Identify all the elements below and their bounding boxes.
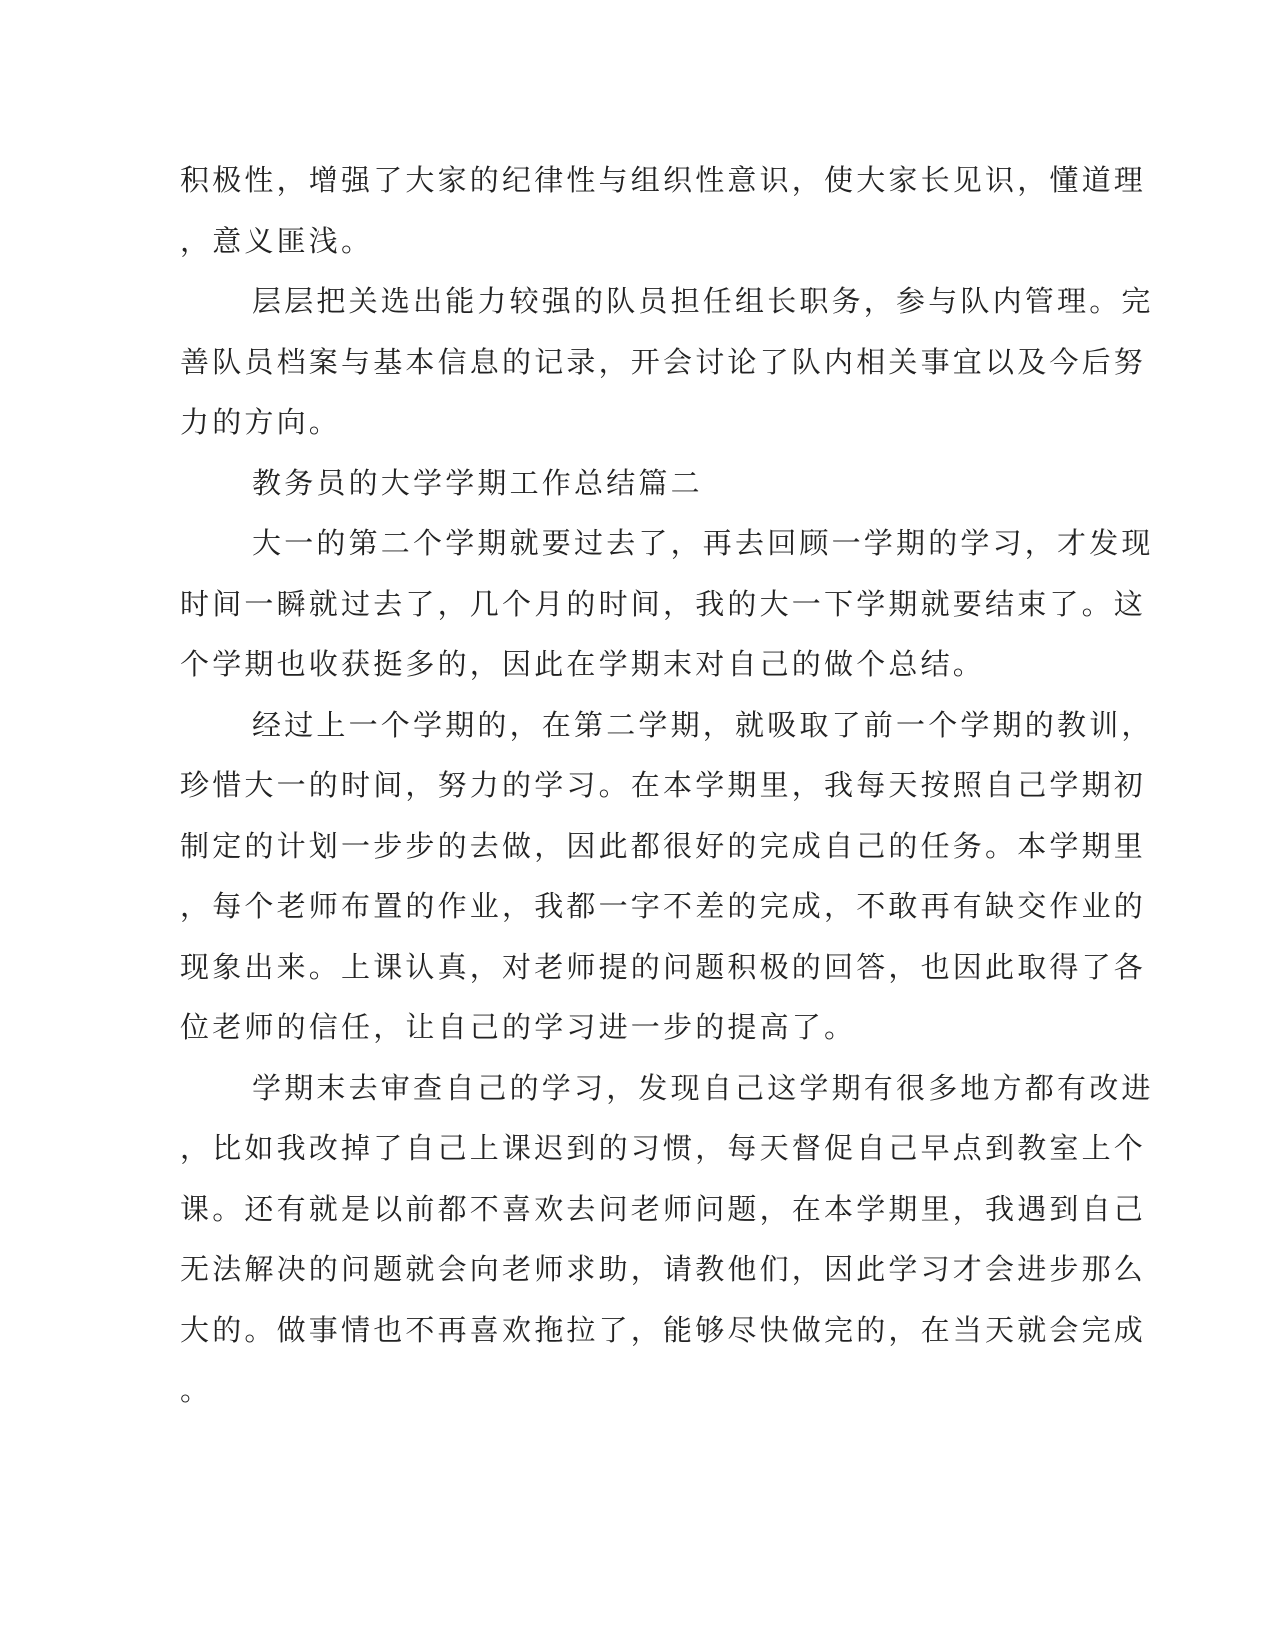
paragraph-start: 大一的第二个学期就要过去了，再去回顾一学期的学习，才发现 [252, 526, 1154, 560]
paragraph-start: 学期末去审查自己的学习，发现自己这学期有很多地方都有改进 [252, 1070, 1154, 1105]
text-line: ，每个老师布置的作业，我都一字不差的完成，不敢再有缺交作业的 [180, 889, 1147, 923]
section-heading: 教务员的大学学期工作总结篇二 [252, 465, 703, 500]
text-line: 现象出来。上课认真，对老师提的问题积极的回答，也因此取得了各 [180, 949, 1147, 984]
text-line: 大的。做事情也不再喜欢拖拉了，能够尽快做完的，在当天就会完成 [180, 1312, 1147, 1347]
text-line: ，意义匪浅。 [180, 223, 374, 258]
text-line: 制定的计划一步步的去做，因此都很好的完成自己的任务。本学期里 [180, 828, 1147, 863]
text-line: 力的方向。 [180, 405, 342, 439]
text-line: 时间一瞬就过去了，几个月的时间，我的大一下学期就要结束了。这 [180, 586, 1147, 621]
paragraph-start: 层层把关选出能力较强的队员担任组长职务，参与队内管理。完 [252, 284, 1154, 318]
text-line: 。 [180, 1373, 213, 1407]
text-line: 无法解决的问题就会向老师求助，请教他们，因此学习才会进步那么 [180, 1252, 1147, 1286]
document-body [180, 150, 1154, 1421]
text-line: 积极性，增强了大家的纪律性与组织性意识，使大家长见识，懂道理 [180, 163, 1147, 197]
text-line: 善队员档案与基本信息的记录，开会讨论了队内相关事宜以及今后努 [180, 344, 1147, 379]
text-line: 课。还有就是以前都不喜欢去问老师问题，在本学期里，我遇到自己 [180, 1191, 1147, 1226]
text-line: ，比如我改掉了自己上课迟到的习惯，每天督促自己早点到教室上个 [180, 1131, 1147, 1165]
text-line: 珍惜大一的时间，努力的学习。在本学期里，我每天按照自己学期初 [180, 768, 1147, 802]
text-line: 个学期也收获挺多的，因此在学期末对自己的做个总结。 [180, 647, 986, 681]
text-line: 位老师的信任，让自己的学习进一步的提高了。 [180, 1010, 857, 1044]
paragraph-start: 经过上一个学期的，在第二学期，就吸取了前一个学期的教训， [252, 707, 1154, 742]
